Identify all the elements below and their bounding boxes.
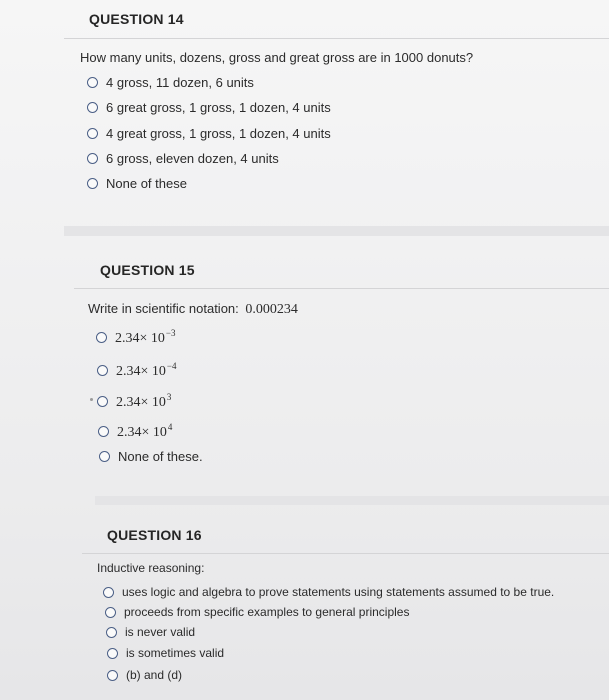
q16-option-b[interactable] bbox=[105, 605, 409, 619]
q15-option-d[interactable] bbox=[98, 422, 172, 441]
radio-button[interactable] bbox=[107, 648, 118, 659]
q14-option-d-label: 6 gross, eleven dozen, 4 units bbox=[106, 151, 279, 166]
question-15-value: 0.000234 bbox=[245, 302, 298, 317]
radio-button[interactable] bbox=[106, 627, 117, 638]
q16-option-e[interactable] bbox=[107, 668, 182, 682]
radio-button[interactable] bbox=[97, 396, 108, 407]
q16-option-b-label: proceeds from specific examples to general principles bbox=[124, 605, 410, 619]
radio-button[interactable] bbox=[96, 332, 107, 343]
radio-button[interactable] bbox=[87, 178, 98, 189]
q14-option-b-label: 6 great gross, 1 gross, 1 dozen, 4 units bbox=[106, 100, 331, 115]
radio-button[interactable] bbox=[103, 587, 114, 598]
question-16-title: QUESTION 16 bbox=[107, 527, 202, 543]
q16-option-d[interactable] bbox=[107, 646, 224, 660]
q14-option-e-label: None of these bbox=[106, 176, 187, 191]
q15-option-c-label: $2.34\times 10^3$ bbox=[116, 392, 172, 410]
q14-option-c-label: 4 great gross, 1 gross, 1 dozen, 4 units bbox=[106, 126, 331, 141]
q14-option-c[interactable] bbox=[87, 126, 331, 141]
question-14-text: How many units, dozens, gross and great gross are in 1000 donuts? bbox=[80, 50, 474, 65]
radio-button[interactable] bbox=[97, 365, 108, 376]
question-15-title: QUESTION 15 bbox=[100, 262, 195, 278]
q16-option-c[interactable] bbox=[106, 625, 195, 639]
question-15-prompt: Write in scientific notation: bbox=[88, 301, 239, 316]
q15-option-a-label: $2.34\times 10^{-3}$ bbox=[115, 328, 176, 346]
radio-button[interactable] bbox=[107, 670, 118, 681]
q15-option-e-label: None of these. bbox=[118, 449, 203, 464]
question-15-divider bbox=[74, 288, 609, 289]
radio-button[interactable] bbox=[105, 607, 116, 618]
question-15-text bbox=[88, 301, 298, 318]
q15-option-b-label: $2.34\times 10^{-4}$ bbox=[116, 361, 177, 379]
q14-option-e[interactable] bbox=[87, 176, 187, 191]
q16-option-c-label: is never valid bbox=[125, 625, 196, 639]
q14-option-a-label: 4 gross, 11 dozen, 6 units bbox=[106, 75, 254, 90]
q14-option-b[interactable] bbox=[87, 100, 331, 115]
q15-option-c[interactable] bbox=[97, 392, 171, 411]
question-14-title: QUESTION 14 bbox=[89, 11, 184, 27]
question-16-divider bbox=[82, 553, 609, 554]
question-separator bbox=[64, 226, 609, 236]
radio-button[interactable] bbox=[98, 426, 109, 437]
question-14-divider bbox=[64, 38, 609, 39]
q15-option-d-label: $2.34\times 10^4$ bbox=[117, 422, 173, 440]
question-16-text: Inductive reasoning: bbox=[97, 561, 205, 575]
stray-dot bbox=[90, 398, 93, 401]
radio-button[interactable] bbox=[99, 451, 110, 462]
q14-option-d[interactable] bbox=[87, 151, 279, 166]
radio-button[interactable] bbox=[87, 77, 98, 88]
radio-button[interactable] bbox=[87, 102, 98, 113]
q15-option-e[interactable] bbox=[99, 449, 203, 464]
q15-option-a[interactable] bbox=[96, 328, 175, 347]
q16-option-a-label: uses logic and algebra to prove statements using statements assumed to be true. bbox=[122, 585, 555, 599]
question-separator bbox=[95, 496, 609, 505]
q16-option-a[interactable] bbox=[103, 585, 554, 599]
q16-option-e-label: (b) and (d) bbox=[126, 668, 183, 682]
radio-button[interactable] bbox=[87, 153, 98, 164]
q14-option-a[interactable] bbox=[87, 75, 254, 90]
q16-option-d-label: is sometimes valid bbox=[126, 646, 225, 660]
radio-button[interactable] bbox=[87, 128, 98, 139]
q15-option-b[interactable] bbox=[97, 361, 176, 380]
